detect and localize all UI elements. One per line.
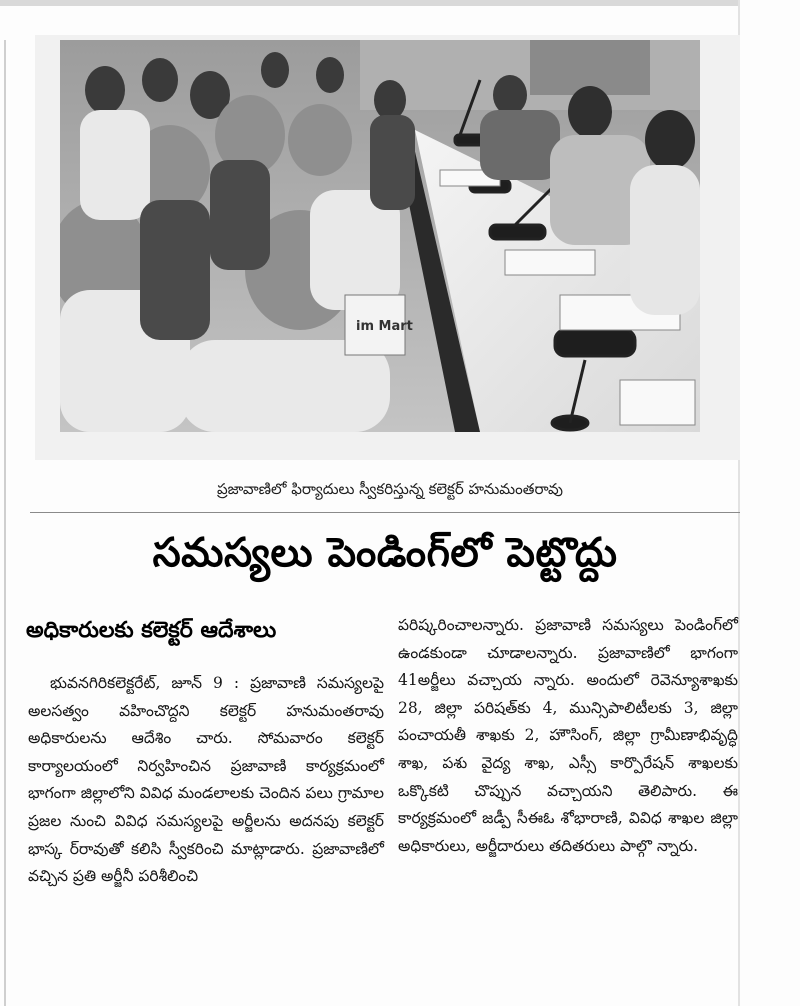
bag-label: im Mart [356,319,413,334]
headline: సమస్యలు పెండింగ్‌లో పెట్టొద్దు [152,530,618,576]
caption-divider [30,512,740,513]
article-column-right [398,612,738,860]
article-column-left [28,670,384,891]
news-photo [60,40,700,432]
top-border [0,0,740,6]
article-body-left: భువనగిరికలెక్టరేట్, జూన్ 9 : ప్రజావాణి సమస్యలపై అలసత్వం వహించొద్దని కలెక్టర్ హనుమంతరావు అధికారులను ఆదేశిం చారు. సోమవారం కలెక్టర్ కార్యాలయంలో నిర్వహించిన ప్రజావాణి కార్యక్రమంలో భాగంగా జిల్లాలోని వివిధ మండలాలకు చెందిన పలు గ్రామాల ప్రజల నుంచి వివిధ సమస్యలపై అర్జీలను అదనపు కలెక్టర్ భాస్క ర్‌రావుతో కలిసి స్వీకరించి మాట్లాడారు. ప్రజావాణిలో వచ్చిన ప్రతి అర్జీనీ పరిశీలించి [28,674,384,886]
photo-icon [60,40,700,432]
column-divider-left [4,40,6,1006]
article-body-right: పరిష్కరించాలన్నారు. ప్రజావాణి సమస్యలు పెండింగ్‌లో ఉండకుండా చూడాలన్నారు. ప్రజావాణిలో భాగంగా 41అర్జీలు వచ్చాయ న్నారు. అందులో రెవెన్యూశాఖకు 28, జిల్లా పరిషత్‌కు 4, మున్సిపాలిటీలకు 3, జిల్లా పంచాయతీ శాఖకు 2, హౌసింగ్, జిల్లా గ్రామీణాభివృద్ధి శాఖ, పశు వైద్య శాఖ, ఎస్సీ కార్పొరేషన్ శాఖలకు ఒక్కొకటి చొప్పున వచ్చాయని తెలిపారు. ఈ కార్యక్రమంలో జడ్పీ సీఈఓ శోభారాణి, వివిధ శాఖల జిల్లా అధికారులు, అర్జీదారులు తదితరులు పాల్గొ న్నారు. [398,616,738,855]
photo-caption: ప్రజావాణిలో ఫిర్యాదులు స్వీకరిస్తున్న కలెక్టర్ హనుమంతరావు [216,480,563,498]
subheadline: అధికారులకు కలెక్టర్ ఆదేశాలు [26,618,277,643]
